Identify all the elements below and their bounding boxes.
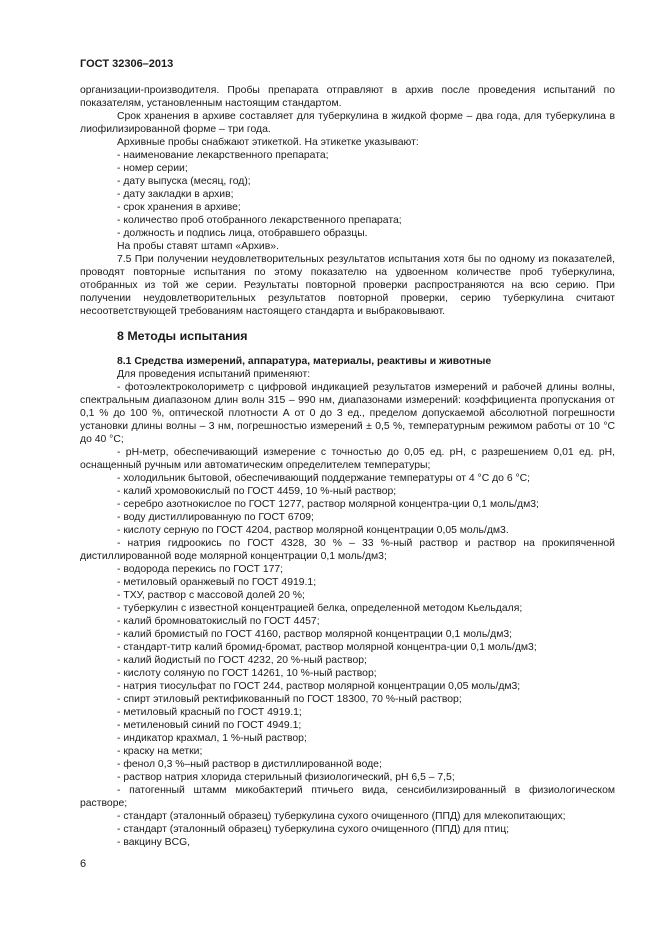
list-item: - дату закладки в архив; bbox=[117, 189, 234, 200]
list-item: - краску на метки; bbox=[117, 746, 203, 757]
list-item: - вакцину BCG, bbox=[117, 837, 191, 848]
list-item: - наименование лекарственного препарата; bbox=[117, 150, 329, 161]
list-item: - воду дистиллированную по ГОСТ 6709; bbox=[117, 512, 314, 523]
list-item: - калий бромноватокислый по ГОСТ 4457; bbox=[117, 616, 320, 627]
paragraph: - натрия гидроокись по ГОСТ 4328, 30 % – 33 %-ный раствор и раствор на прокипяченной дистиллированной воде молярной концентрации 0,1 моль/дм3; bbox=[80, 538, 615, 562]
list-item: - кислоту соляную по ГОСТ 14261, 10 %-ный раствор; bbox=[117, 668, 377, 679]
document-body bbox=[80, 84, 615, 849]
list-item: - стандарт-титр калий бромид-бромат, раствор молярной концентра-ции 0,1 моль/дм3; bbox=[117, 642, 537, 653]
list-item: - номер серии; bbox=[117, 163, 188, 174]
list-item: - ТХУ, раствор с массовой долей 20 %; bbox=[117, 590, 305, 601]
paragraph: На пробы ставят штамп «Архив». bbox=[117, 241, 279, 252]
list-item: - стандарт (эталонный образец) туберкулина сухого очищенного (ППД) для млекопитающих; bbox=[117, 811, 566, 822]
list-item: - метиловый оранжевый по ГОСТ 4919.1; bbox=[117, 577, 317, 588]
list-item: - кислоту серную по ГОСТ 4204, раствор молярной концентрации 0,05 моль/дм3. bbox=[117, 525, 509, 536]
list-item: - раствор натрия хлорида стерильный физиологический, рН 6,5 – 7,5; bbox=[117, 772, 455, 783]
subsection-heading: 8.1 Средства измерений, аппаратура, материалы, реактивы и животные bbox=[117, 356, 492, 367]
list-item: - натрия тиосульфат по ГОСТ 244, раствор молярной концентрации 0,05 моль/дм3; bbox=[117, 681, 521, 692]
paragraph: - рН-метр, обеспечивающий измерение с точностью до 0,05 ед. рН, с разрешением 0,01 ед. рН, оснащенный ручным или автоматическим определителем температуры; bbox=[80, 447, 615, 471]
list-item: - калий хромовокислый по ГОСТ 4459, 10 %-ный раствор; bbox=[117, 486, 397, 497]
list-item: - спирт этиловый ректификованный по ГОСТ 18300, 70 %-ный раствор; bbox=[117, 694, 462, 705]
list-item: - метиленовый синий по ГОСТ 4949.1; bbox=[117, 720, 302, 731]
list-item: - индикатор крахмал, 1 %-ный раствор; bbox=[117, 733, 307, 744]
paragraph: 7.5 При получении неудовлетворительных результатов испытания хотя бы по одному из показателей, проводят повторные испытания по этому показателю на удвоенном количестве проб туберкулина, отобранных из той же серии. Результаты повторной проверки распространяются на всю серию. При получении неудовлетворительных результатов повторной проверки, серию туберкулина считают несоответствующей требованиям настоящего стандарта и выбраковывают. bbox=[80, 254, 615, 317]
list-item: - метиловый красный по ГОСТ 4919.1; bbox=[117, 707, 302, 718]
list-item: - калий бромистый по ГОСТ 4160, раствор молярной концентрации 0,1 моль/дм3; bbox=[117, 629, 513, 640]
list-item: - должность и подпись лица, отобравшего образцы. bbox=[117, 228, 368, 239]
paragraph: - патогенный штамм микобактерий птичьего вида, сенсибилизированный в физиологическом растворе; bbox=[80, 785, 615, 809]
paragraph: Срок хранения в архиве составляет для туберкулина в жидкой форме – два года, для туберкулина в лиофилизированной форме – три года. bbox=[80, 111, 615, 135]
list-item: - количество проб отобранного лекарственного препарата; bbox=[117, 215, 402, 226]
list-item: - дату выпуска (месяц, год); bbox=[117, 176, 251, 187]
page-header-standard: ГОСТ 32306–2013 bbox=[80, 58, 174, 70]
list-item: - водорода перекись по ГОСТ 177; bbox=[117, 564, 284, 575]
paragraph: - фотоэлектроколориметр с цифровой индикацией результатов измерений и рабочей длины волны, спектральным диапазоном длин волн 315 – 990 нм, диапазонами измерений: коэффициента пропускания от 0,1 % до 100 %, оптической плотности А от 0 до 3 ед., пределом допускаемой абсолютной погрешности установки длины волны – 3 нм, погрешностью измерений ± 0,5 %, температурным режимом работы от 10 °С до 40 °С; bbox=[80, 382, 615, 445]
list-item: - калий йодистый по ГОСТ 4232, 20 %-ный раствор; bbox=[117, 655, 367, 666]
list-item: - холодильник бытовой, обеспечивающий поддержание температуры от 4 °С до 6 °С; bbox=[117, 473, 531, 484]
list-item: - срок хранения в архиве; bbox=[117, 202, 241, 213]
paragraph: организации-производителя. Пробы препарата отправляют в архив после проведения испытаний по показателям, установленным настоящим стандартом. bbox=[80, 85, 615, 109]
list-item: - фенол 0,3 %–ный раствор в дистиллированной воде; bbox=[117, 759, 382, 770]
paragraph: Архивные пробы снабжают этикеткой. На этикетке указывают: bbox=[117, 137, 419, 148]
list-item: - стандарт (эталонный образец) туберкулина сухого очищенного (ППД) для птиц; bbox=[117, 824, 510, 835]
paragraph: Для проведения испытаний применяют: bbox=[117, 369, 311, 380]
section-heading: 8 Методы испытания bbox=[117, 329, 248, 343]
list-item: - серебро азотнокислое по ГОСТ 1277, раствор молярной концентра-ции 0,1 моль/дм3; bbox=[117, 499, 539, 510]
page-number: 6 bbox=[80, 858, 87, 870]
list-item: - туберкулин с известной концентрацией белка, определенной методом Кьельдаля; bbox=[117, 603, 523, 614]
